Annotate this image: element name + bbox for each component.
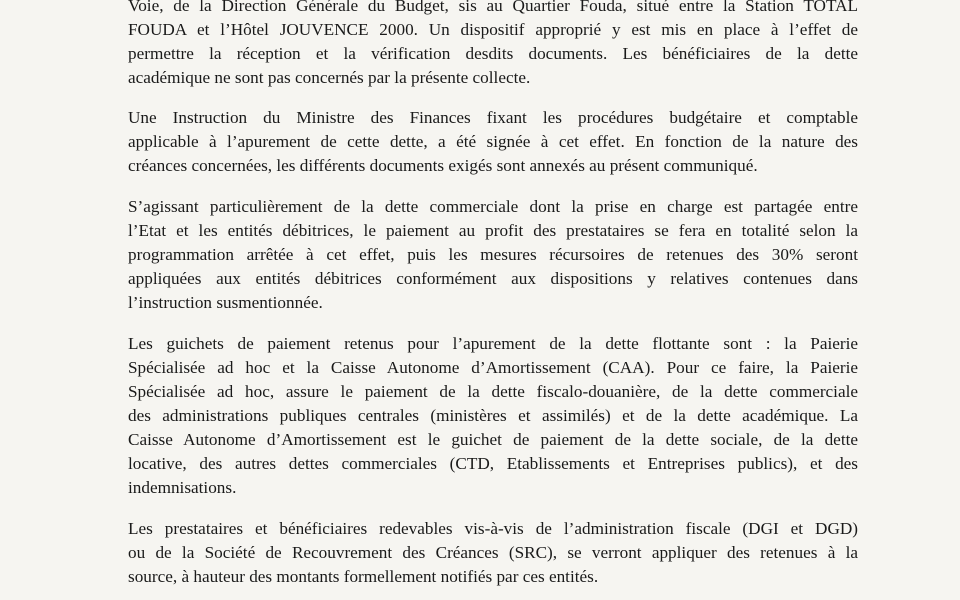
paragraph-payment-counters	[128, 332, 858, 500]
text-line: Caisse Autonome d’Amortissement est le guichet de paiement de la dette sociale, de la dette	[128, 430, 858, 449]
paragraph-instruction	[128, 106, 858, 178]
text-line: l’instruction susmentionnée.	[128, 293, 323, 312]
text-line: Spécialisée ad hoc, assure le paiement de la dette fiscalo-douanière, de la dette commerciale	[128, 382, 858, 401]
text-line: Spécialisée ad hoc et la Caisse Autonome d’Amortissement (CAA). Pour ce faire, la Paierie	[128, 358, 858, 377]
text-line: Les guichets de paiement retenus pour l’apurement de la dette flottante sont : la Paierie	[128, 334, 858, 353]
paragraph-collection-location	[128, 0, 858, 90]
paragraph-withholdings	[128, 517, 858, 589]
text-line: l’Etat et les entités débitrices, le paiement au profit des prestataires se fera en totalité selon la	[128, 221, 858, 240]
text-line: appliquées aux entités débitrices conformément aux dispositions y relatives contenues dans	[128, 269, 858, 288]
text-line: source, à hauteur des montants formellement notifiés par ces entités.	[128, 567, 599, 586]
paragraph-commercial-debt	[128, 195, 858, 315]
text-line: Les prestataires et bénéficiaires redevables vis-à-vis de l’administration fiscale (DGI et DGD)	[128, 519, 858, 538]
text-line: FOUDA et l’Hôtel JOUVENCE 2000. Un dispositif approprié y est mis en place à l’effet de	[128, 20, 858, 39]
text-line: programmation arrêtée à cet effet, puis les mesures récursoires de retenues des 30% seront	[128, 245, 858, 264]
text-line: Une Instruction du Ministre des Finances fixant les procédures budgétaire et comptable	[128, 108, 858, 127]
text-line: indemnisations.	[128, 478, 237, 497]
text-line: applicable à l’apurement de cette dette, a été signée à cet effet. En fonction de la nature des	[128, 132, 858, 151]
document-body	[128, 0, 858, 600]
text-line: permettre la réception et la vérification desdits documents. Les bénéficiaires de la dette	[128, 44, 858, 63]
text-line: des administrations publiques centrales (ministères et assimilés) et de la dette académique. La	[128, 406, 858, 425]
text-line: Voie, de la Direction Générale du Budget, sis au Quartier Fouda, situé entre la Station TOTAL	[128, 0, 858, 15]
text-line: ou de la Société de Recouvrement des Créances (SRC), se verront appliquer des retenues à la	[128, 543, 858, 562]
text-line: S’agissant particulièrement de la dette commerciale dont la prise en charge est partagée entre	[128, 197, 858, 216]
text-line: locative, des autres dettes commerciales (CTD, Etablissements et Entreprises publics), et des	[128, 454, 858, 473]
text-line: académique ne sont pas concernés par la présente collecte.	[128, 68, 531, 87]
text-line: créances concernées, les différents documents exigés sont annexés au présent communiqué.	[128, 156, 758, 175]
